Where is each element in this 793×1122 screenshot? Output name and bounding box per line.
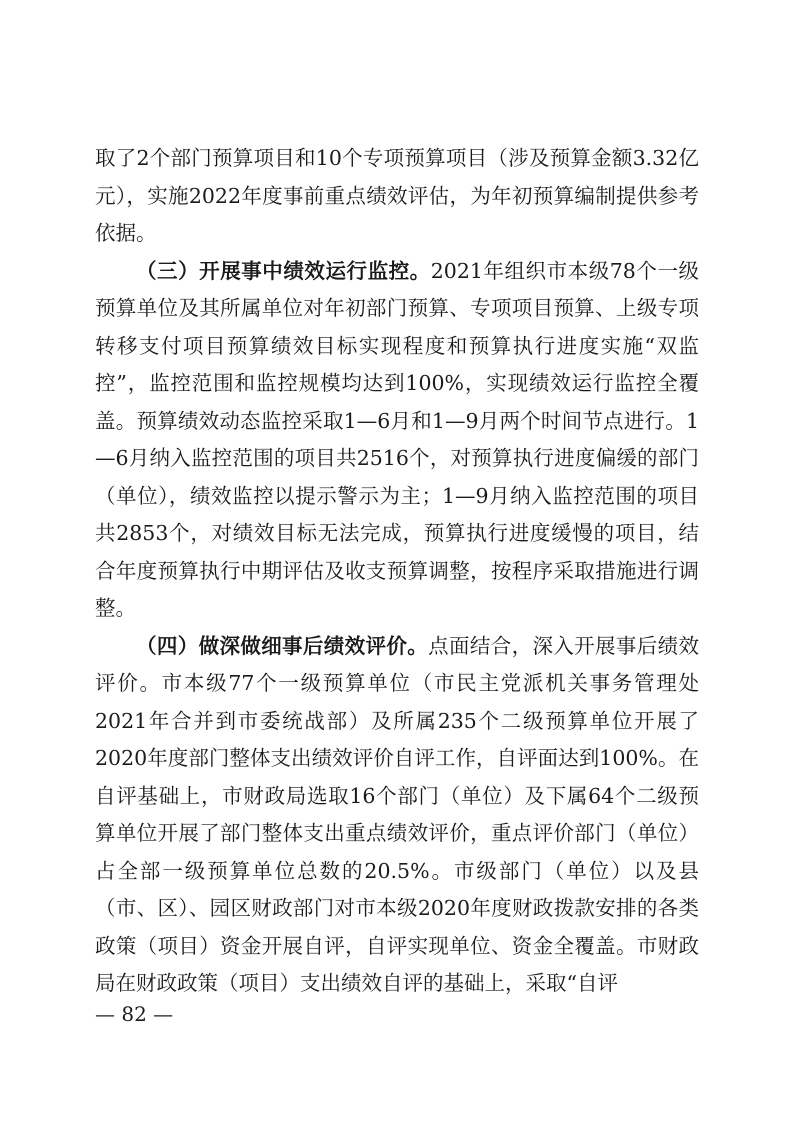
paragraph-2-text: 2021年组织市本级78个一级预算单位及其所属单位对年初部门预算、专项项目预算、上级专项转移支付项目预算绩效目标实现程度和预算执行进度实施“双监控”，监控范围和监控规模均达到100%，实现绩效运行监控全覆盖。预算绩效动态监控采取1—6月和1—9月两个时间节点进行。1—6月纳入监控范围的项目共2516个，对预算执行进度偏缓的部门（单位），绩效监控以提示警示为主；1—9月纳入监控范围的项目共2853个，对绩效目标无法完成，预算执行进度缓慢的项目，结合年度预算执行中期评估及收支预算调整，按程序采取措施进行调整。 [95,258,700,620]
paragraph-1-text: 取了2个部门预算项目和10个专项预算项目（涉及预算金额3.32亿元），实施2022年度事前重点绩效评估，为年初预算编制提供参考依据。 [95,146,699,245]
body-text [95,140,699,1003]
section-heading-4: （四）做深做细事后绩效评价。 [136,633,429,658]
paragraph-2 [95,253,699,628]
paragraph-1 [95,140,699,253]
paragraph-3 [95,628,699,1003]
section-heading-3: （三）开展事中绩效运行监控。 [136,258,431,283]
page-number: — 82 — [95,1002,174,1026]
paragraph-3-text: 点面结合，深入开展事后绩效评价。市本级77个一级预算单位（市民主党派机关事务管理处2021年合并到市委统战部）及所属235个二级预算单位开展了2020年度部门整体支出绩效评价自评工作，自评面达到100%。在自评基础上，市财政局选取16个部门（单位）及下属64个二级预算单位开展了部门整体支出重点绩效评价，重点评价部门（单位）占全部一级预算单位总数的20.5%。市级部门（单位）以及县（市、区）、园区财政部门对市本级2020年度财政拨款安排的各类政策（项目）资金开展自评，自评实现单位、资金全覆盖。市财政局在财政政策（项目）支出绩效自评的基础上，采取“自评 [95,633,700,995]
